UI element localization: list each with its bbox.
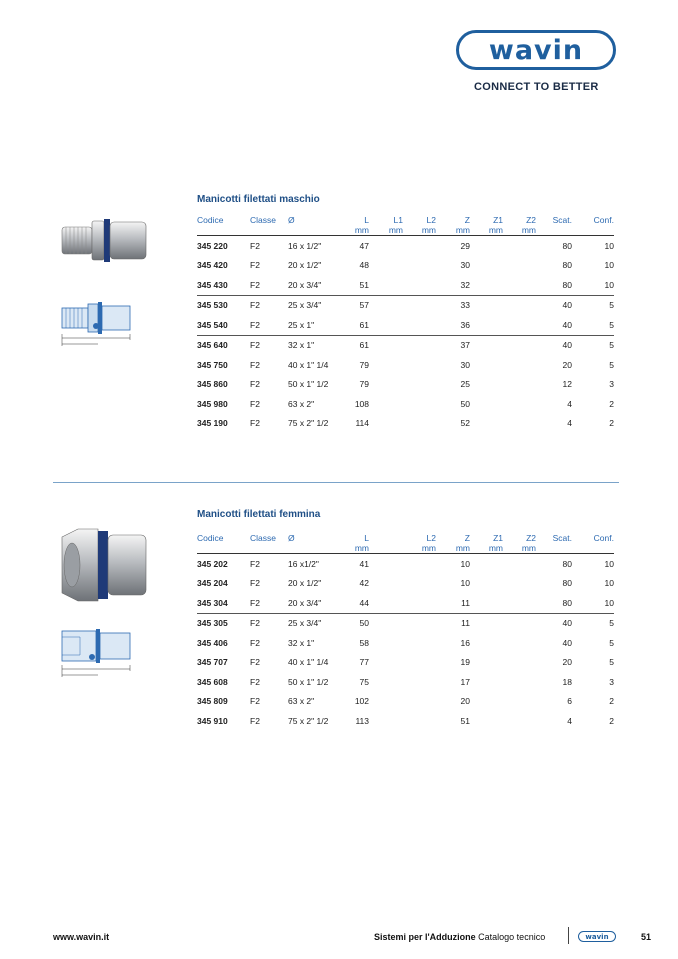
brand-logo <box>456 30 620 70</box>
tagline: CONNECT TO BETTER <box>474 81 599 93</box>
footer-logo: wavin <box>578 931 616 942</box>
table-row: 345 202 F2 16 x1/2" 41 10 80 10 <box>197 558 614 569</box>
col-header <box>369 533 403 554</box>
table-row: 345 305 F2 25 x 3/4" 50 11 40 5 <box>197 618 614 629</box>
footer-url[interactable]: www.wavin.it <box>53 932 110 942</box>
table-row: 345 190 F2 75 x 2" 1/2 114 52 4 2 <box>197 418 614 429</box>
table-header-row <box>197 215 614 236</box>
page-number: 51 <box>641 932 652 942</box>
product-photo-femmina <box>58 523 150 612</box>
col-header: L1 mm <box>388 215 403 235</box>
table-row: 345 980 F2 63 x 2" 108 50 4 2 <box>197 398 614 409</box>
footer-catalog-title: Sistemi per l'Adduzione Catalogo tecnico <box>374 932 546 942</box>
table-row: 345 304 F2 20 x 3/4" 44 11 80 10 <box>197 593 614 613</box>
table-row: 345 540 F2 25 x 1" 61 36 40 5 <box>197 315 614 335</box>
col-header: Z1 mm <box>488 215 503 235</box>
footer-divider <box>568 927 569 944</box>
table-row: 345 608 F2 50 x 1" 1/2 75 17 18 3 <box>197 676 614 687</box>
col-header: Ø <box>288 215 295 225</box>
col-header: Ø <box>288 533 295 543</box>
table-row: 345 530 F2 25 x 3/4" 57 33 40 5 <box>197 300 614 311</box>
table-row: 345 204 F2 20 x 1/2" 42 10 80 10 <box>197 578 614 589</box>
section-title-maschio: Manicotti filettati maschio <box>197 194 320 205</box>
col-header: Conf. <box>593 215 614 225</box>
col-header: Z2 mm <box>521 215 536 235</box>
logo-badge <box>456 30 616 70</box>
logo-text: wavin <box>488 34 584 66</box>
col-header: Conf. <box>593 533 614 543</box>
col-header: Z2 mm <box>521 533 536 553</box>
table-row: 345 809 F2 63 x 2" 102 20 6 2 <box>197 696 614 707</box>
table-row: 345 406 F2 32 x 1" 58 16 40 5 <box>197 637 614 648</box>
col-header: L mm <box>354 215 369 235</box>
col-header: Classe <box>250 533 276 543</box>
table-row: 345 220 F2 16 x 1/2" 47 29 80 10 <box>197 240 614 251</box>
product-table-maschio <box>197 215 614 433</box>
col-header: L mm <box>354 533 369 553</box>
col-header: Scat. <box>552 215 572 225</box>
technical-drawing-femmina <box>58 623 136 686</box>
table-row: 345 860 F2 50 x 1" 1/2 79 25 12 3 <box>197 379 614 390</box>
col-header: L2 mm <box>421 215 436 235</box>
col-header: Codice <box>197 533 224 543</box>
col-header: L2 mm <box>421 533 436 553</box>
table-row: 345 420 F2 20 x 1/2" 48 30 80 10 <box>197 260 614 271</box>
table-row: 345 707 F2 40 x 1" 1/4 77 19 20 5 <box>197 657 614 668</box>
product-table-femmina <box>197 533 614 731</box>
table-row: 345 430 F2 20 x 3/4" 51 32 80 10 <box>197 275 614 295</box>
table-row: 345 910 F2 75 x 2" 1/2 113 51 4 2 <box>197 715 614 726</box>
col-header: Scat. <box>552 533 572 543</box>
section-divider <box>53 482 619 483</box>
col-header: Classe <box>250 215 276 225</box>
product-photo-maschio <box>60 213 152 273</box>
col-header: Codice <box>197 215 224 225</box>
col-header: Z mm <box>455 533 470 553</box>
table-header-row <box>197 533 614 554</box>
col-header: Z1 mm <box>488 533 503 553</box>
table-row: 345 640 F2 32 x 1" 61 37 40 5 <box>197 340 614 351</box>
section-title-femmina: Manicotti filettati femmina <box>197 509 321 520</box>
technical-drawing-maschio <box>58 296 136 355</box>
table-row: 345 750 F2 40 x 1" 1/4 79 30 20 5 <box>197 359 614 370</box>
col-header: Z mm <box>455 215 470 235</box>
